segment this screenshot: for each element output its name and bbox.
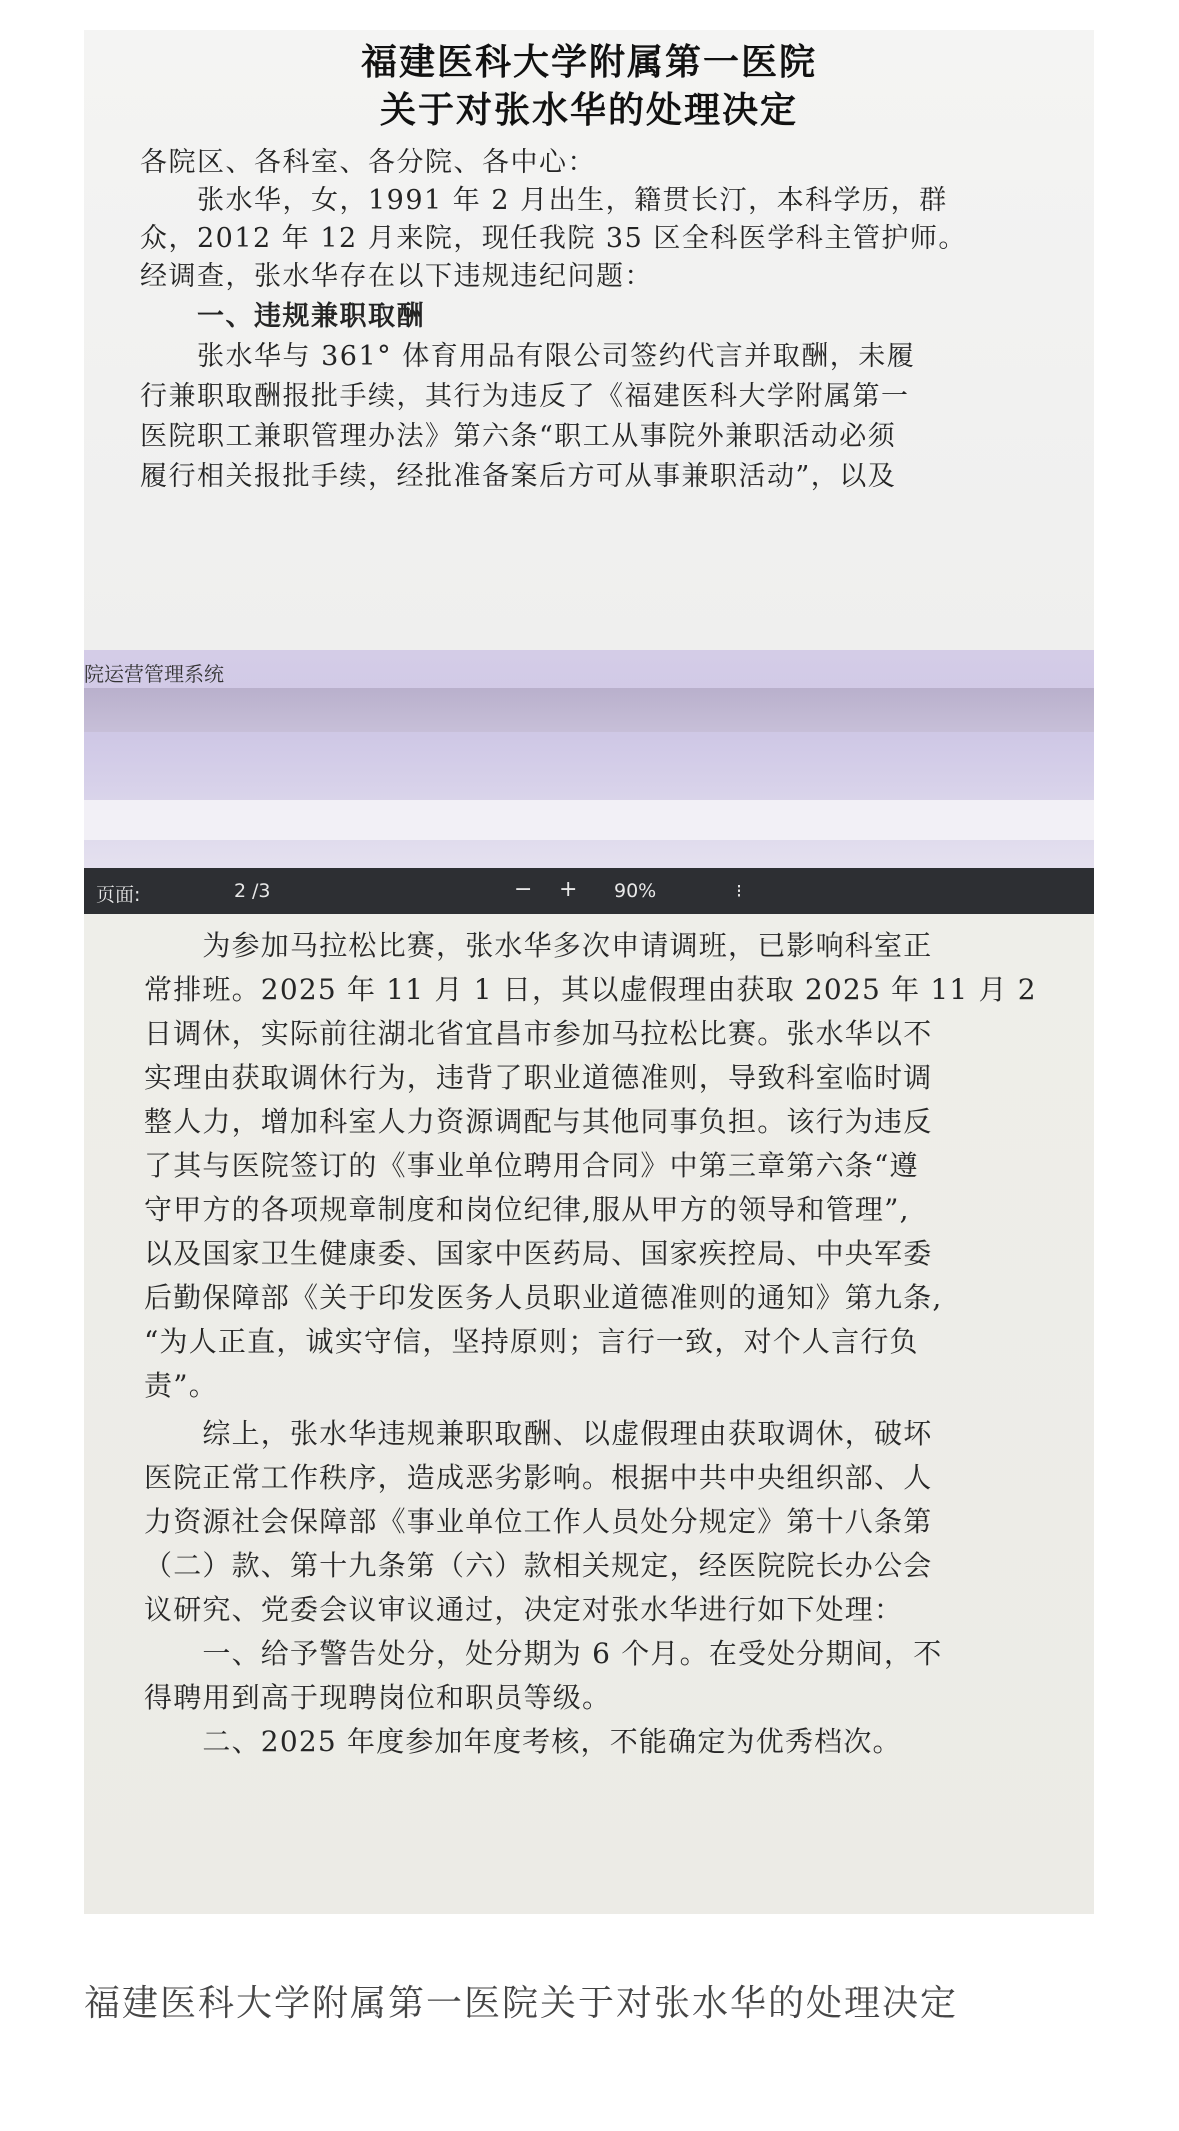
document-line: 综上，张水华违规兼职取酬、以虚假理由获取调休，破坏: [144, 1417, 933, 1450]
document-line: 众，2012 年 12 月来院，现任我院 35 区全科医学科主管护师。: [140, 223, 967, 254]
document-line: 力资源社会保障部《事业单位工作人员处分规定》第十八条第: [144, 1505, 933, 1538]
document-line: “为人正直，诚实守信，坚持原则；言行一致，对个人言行负: [144, 1325, 919, 1358]
document-line: 履行相关报批手续，经批准备案后方可从事兼职活动”，以及: [140, 461, 897, 492]
document-line: 行兼职取酬报批手续，其行为违反了《福建医科大学附属第一: [140, 381, 910, 412]
document-line: 了其与医院签订的《事业单位聘用合同》中第三章第六条“遵: [144, 1149, 919, 1182]
document-line: 一、给予警告处分，处分期为 6 个月。在受处分期间，不: [144, 1637, 943, 1670]
document-line: 议研究、党委会议审议通过，决定对张水华进行如下处理：: [144, 1593, 904, 1626]
zoom-level[interactable]: 90%: [614, 880, 657, 902]
system-title: 院运营管理系统: [84, 662, 224, 686]
more-options-icon[interactable]: ⁝: [736, 880, 743, 902]
document-title-line-2: 关于对张水华的处理决定: [379, 89, 798, 131]
zoom-in-button[interactable]: +: [559, 877, 578, 902]
pdf-toolbar: [84, 868, 1094, 914]
document-line: 后勤保障部《关于印发医务人员职业道德准则的通知》第九条,: [144, 1281, 943, 1314]
document-line: 各院区、各科室、各分院、各中心：: [140, 147, 596, 178]
document-line: 医院职工兼职管理办法》第六条“职工从事院外兼职活动必须: [140, 421, 897, 452]
document-line: 张水华与 361° 体育用品有限公司签约代言并取酬，未履: [140, 341, 916, 372]
system-window-band: [84, 650, 1094, 868]
page-total: /3: [252, 880, 271, 902]
zoom-out-button[interactable]: −: [514, 877, 533, 902]
document-line: 为参加马拉松比赛，张水华多次申请调班，已影响科室正: [144, 929, 933, 962]
section-heading: 一、违规兼职取酬: [140, 301, 425, 332]
document-title-line-1: 福建医科大学附属第一医院: [360, 41, 817, 83]
document-line: 二、2025 年度参加年度考核，不能确定为优秀档次。: [144, 1725, 902, 1758]
document-page-2: [84, 914, 1094, 1914]
document-line: 医院正常工作秩序，造成恶劣影响。根据中共中央组织部、人: [144, 1461, 933, 1494]
system-menu-bar: [84, 688, 1094, 732]
document-line: 整人力，增加科室人力资源调配与其他同事负担。该行为违反: [144, 1105, 933, 1138]
document-line: 日调休，实际前往湖北省宜昌市参加马拉松比赛。张水华以不: [144, 1017, 933, 1050]
document-line: 经调查，张水华存在以下违规违纪问题：: [140, 261, 653, 292]
document-line: （二）款、第十九条第（六）款相关规定，经医院院长办公会: [144, 1549, 933, 1582]
page-number-input[interactable]: 2: [234, 880, 247, 902]
document-line: 实理由获取调休行为，违背了职业道德准则，导致科室临时调: [144, 1061, 933, 1094]
system-content-strip: [84, 800, 1094, 840]
document-line: 张水华，女，1991 年 2 月出生，籍贯长汀，本科学历，群: [140, 185, 948, 216]
page-label: 页面:: [96, 884, 141, 906]
document-line: 以及国家卫生健康委、国家中医药局、国家疾控局、中央军委: [144, 1237, 933, 1270]
document-line: 常排班。2025 年 11 月 1 日，其以虚假理由获取 2025 年 11 月 2: [144, 973, 1037, 1006]
document-line: 守甲方的各项规章制度和岗位纪律,服从甲方的领导和管理”,: [144, 1193, 910, 1226]
post-caption: 福建医科大学附属第一医院关于对张水华的处理决定: [84, 1983, 959, 2024]
document-page-1: [84, 30, 1094, 650]
document-line: 责”。: [144, 1369, 218, 1402]
document-line: 得聘用到高于现聘岗位和职员等级。: [144, 1681, 612, 1714]
